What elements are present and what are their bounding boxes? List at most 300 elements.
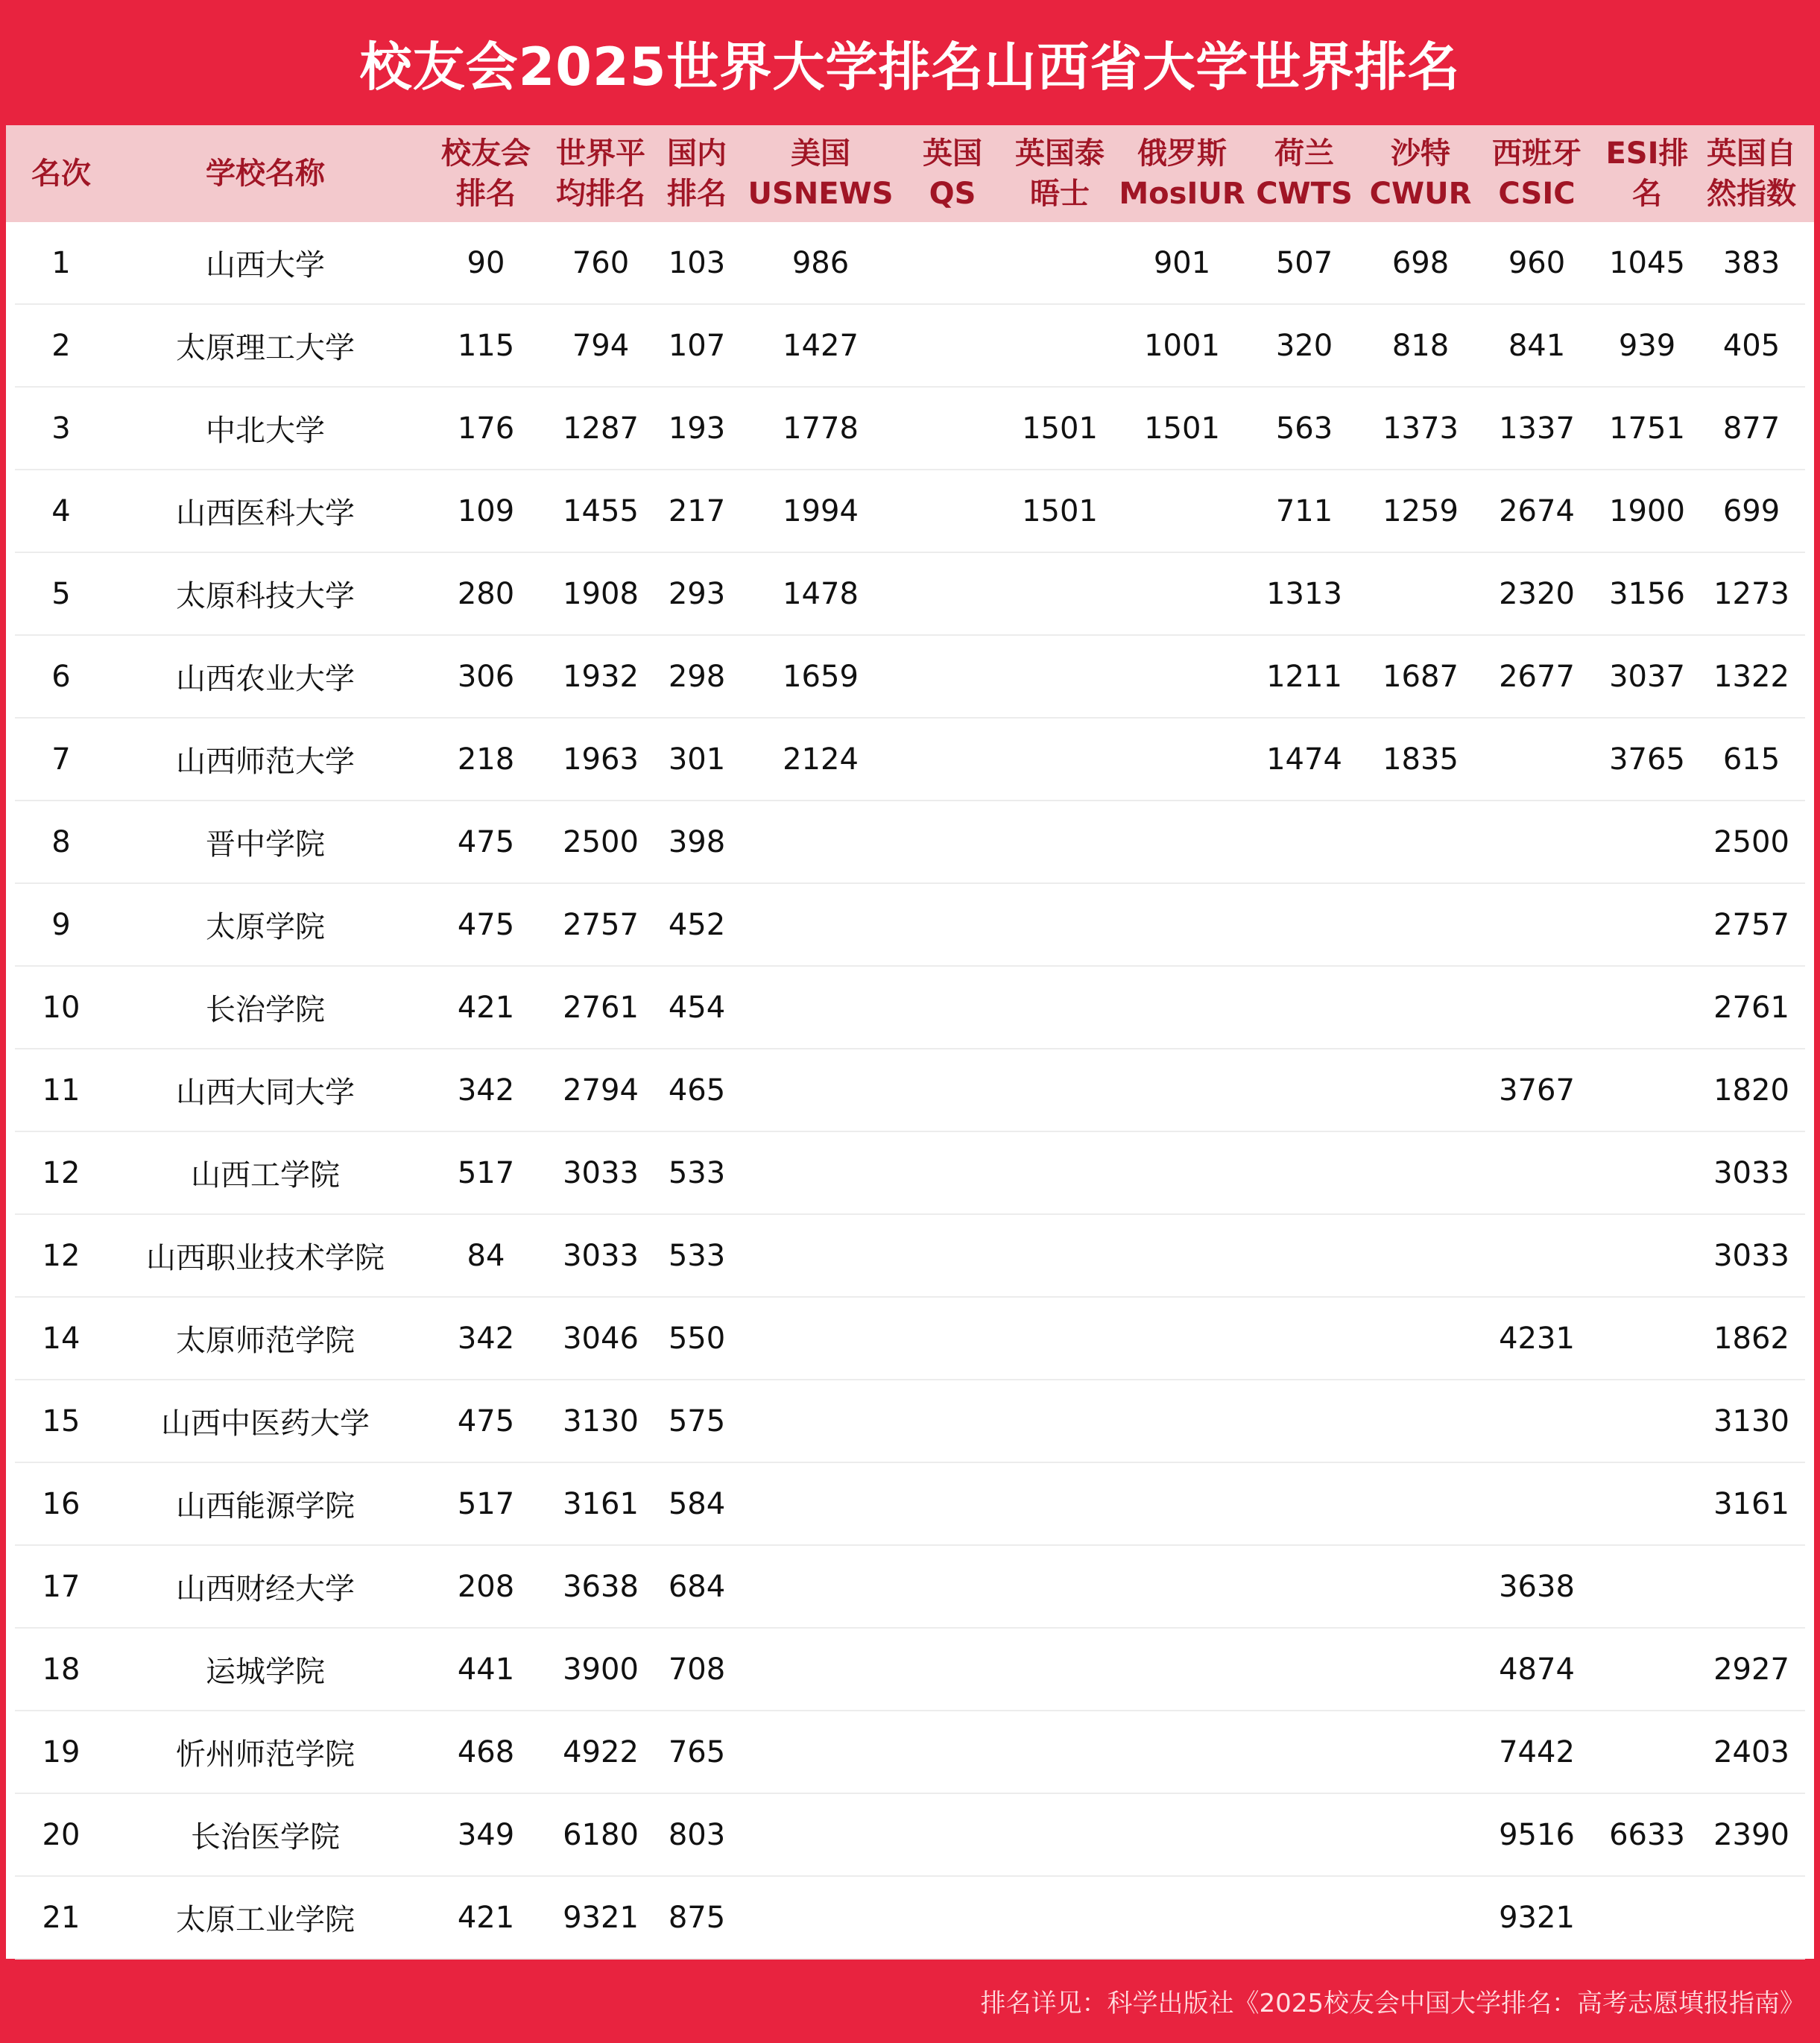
- table-row: [15, 1298, 1805, 1380]
- cell-nature: [1699, 1546, 1804, 1627]
- cell-domestic: 708: [668, 1652, 726, 1687]
- cell-usnews: 2124: [783, 742, 859, 777]
- cell-usnews: [746, 1711, 895, 1793]
- column-header-label: 学校名称: [206, 157, 325, 191]
- cell-csic: 960: [1508, 245, 1566, 280]
- cell-esi: [1599, 967, 1696, 1048]
- cell-world_avg: 6180: [563, 1817, 639, 1852]
- column-header-label: 校友会 排名: [441, 136, 531, 211]
- cell-xyh: 176: [457, 411, 515, 446]
- cell-name: 忻州师范学院: [176, 1737, 355, 1772]
- cell-usnews: [746, 1629, 895, 1710]
- cell-mosiur: [1115, 470, 1249, 552]
- cell-name: 山西大学: [206, 248, 325, 282]
- column-header-label: 美国 USNEWS: [748, 136, 894, 211]
- cell-esi: 3765: [1609, 742, 1685, 777]
- cell-usnews: [746, 1877, 895, 1958]
- cell-mosiur: 1501: [1144, 411, 1220, 446]
- cell-esi: [1599, 1629, 1696, 1710]
- cell-the: [1004, 553, 1116, 634]
- cell-nature: [1699, 1877, 1804, 1958]
- cell-mosiur: [1115, 1049, 1249, 1131]
- cell-domestic: 293: [668, 576, 726, 611]
- cell-nature: 2927: [1713, 1652, 1789, 1687]
- cell-world_avg: 2757: [563, 907, 639, 942]
- cell-cwur: [1365, 1215, 1476, 1296]
- cell-cwur: [1365, 1463, 1476, 1544]
- cell-the: [1004, 1049, 1116, 1131]
- cell-the: [1004, 636, 1116, 717]
- cell-csic: [1477, 884, 1596, 965]
- cell-mosiur: [1115, 967, 1249, 1048]
- cell-world_avg: 2761: [563, 990, 639, 1025]
- cell-cwur: [1365, 1298, 1476, 1379]
- cell-xyh: 280: [457, 576, 515, 611]
- column-header-label: 西班牙 CSIC: [1492, 136, 1582, 211]
- cell-name: 太原工业学院: [176, 1903, 355, 1937]
- cell-the: [1004, 884, 1116, 965]
- cell-domestic: 584: [668, 1486, 726, 1521]
- table-header: [6, 125, 1814, 222]
- cell-nature: 2403: [1713, 1734, 1789, 1769]
- cell-rank: 10: [42, 990, 80, 1025]
- cell-rank: 7: [51, 742, 71, 777]
- cell-cwts: [1248, 1711, 1360, 1793]
- cell-qs: [908, 1794, 997, 1875]
- cell-nature: 3161: [1713, 1486, 1789, 1521]
- cell-the: [1004, 1711, 1116, 1793]
- cell-cwur: 1259: [1383, 493, 1459, 528]
- cell-domestic: 398: [668, 824, 726, 859]
- cell-cwur: [1365, 967, 1476, 1048]
- cell-rank: 2: [51, 328, 71, 363]
- cell-name: 太原科技大学: [176, 579, 355, 613]
- column-header-label: 世界平 均排名: [556, 136, 645, 211]
- cell-the: [1004, 719, 1116, 800]
- cell-mosiur: [1115, 719, 1249, 800]
- cell-the: [1004, 801, 1116, 882]
- column-header-label: 国内 排名: [667, 136, 727, 211]
- cell-cwur: [1365, 553, 1476, 634]
- cell-esi: [1599, 1380, 1696, 1462]
- cell-qs: [908, 1463, 997, 1544]
- cell-xyh: 475: [457, 1403, 515, 1439]
- cell-usnews: 1659: [783, 659, 859, 694]
- column-header-label: 名次: [31, 157, 91, 191]
- cell-cwts: [1248, 967, 1360, 1048]
- source-note: 排名详见：科学出版社《2025校友会中国大学排名：高考志愿填报指南》: [980, 1989, 1805, 2018]
- cell-csic: [1477, 719, 1596, 800]
- column-header-label: 荷兰 CWTS: [1256, 136, 1353, 211]
- cell-world_avg: 1963: [563, 742, 639, 777]
- cell-csic: 3638: [1499, 1569, 1575, 1604]
- cell-esi: 3037: [1609, 659, 1685, 694]
- cell-cwur: [1365, 1629, 1476, 1710]
- column-header-world_avg: [541, 125, 660, 222]
- table-row: [15, 719, 1805, 801]
- cell-nature: 1820: [1713, 1073, 1789, 1108]
- table-row: [15, 1877, 1805, 1960]
- cell-usnews: [746, 1546, 895, 1627]
- cell-name: 山西工学院: [191, 1158, 340, 1193]
- cell-rank: 15: [42, 1403, 80, 1439]
- table-row: [15, 305, 1805, 388]
- cell-xyh: 349: [457, 1817, 515, 1852]
- table-row: [15, 1132, 1805, 1215]
- cell-qs: [908, 1049, 997, 1131]
- cell-mosiur: [1115, 1877, 1249, 1958]
- cell-rank: 5: [51, 576, 71, 611]
- cell-world_avg: 3033: [563, 1238, 639, 1273]
- cell-esi: [1599, 1132, 1696, 1213]
- table-row: [15, 1215, 1805, 1298]
- cell-xyh: 84: [467, 1238, 505, 1273]
- cell-cwts: [1248, 1298, 1360, 1379]
- column-header-cwts: [1248, 125, 1360, 222]
- table-row: [15, 801, 1805, 884]
- cell-name: 山西大同大学: [176, 1076, 355, 1110]
- cell-cwur: 1373: [1383, 411, 1459, 446]
- cell-mosiur: [1115, 553, 1249, 634]
- footer-bar: [0, 1959, 1820, 2043]
- cell-the: [1004, 1546, 1116, 1627]
- cell-domestic: 107: [668, 328, 726, 363]
- column-header-usnews: [746, 125, 895, 222]
- cell-name: 长治医学院: [191, 1820, 340, 1854]
- ranking-table: [6, 125, 1814, 1959]
- cell-cwts: [1248, 1132, 1360, 1213]
- cell-cwur: 698: [1391, 245, 1450, 280]
- cell-name: 运城学院: [206, 1655, 325, 1689]
- cell-world_avg: 2500: [563, 824, 639, 859]
- cell-esi: 1900: [1609, 493, 1685, 528]
- cell-mosiur: [1115, 1132, 1249, 1213]
- cell-csic: 1337: [1499, 411, 1575, 446]
- cell-cwts: [1248, 1463, 1360, 1544]
- cell-xyh: 475: [457, 824, 515, 859]
- cell-qs: [908, 1215, 997, 1296]
- cell-esi: [1599, 1049, 1696, 1131]
- cell-qs: [908, 1711, 997, 1793]
- cell-cwts: [1248, 801, 1360, 882]
- cell-nature: 1273: [1713, 576, 1789, 611]
- cell-rank: 19: [42, 1734, 80, 1769]
- cell-rank: 12: [42, 1155, 80, 1190]
- cell-mosiur: [1115, 1711, 1249, 1793]
- cell-mosiur: [1115, 1215, 1249, 1296]
- cell-name: 山西财经大学: [176, 1572, 355, 1606]
- cell-name: 山西医科大学: [176, 496, 355, 531]
- cell-cwur: [1365, 1711, 1476, 1793]
- table-row: [15, 1629, 1805, 1711]
- cell-mosiur: 1001: [1144, 328, 1220, 363]
- cell-world_avg: 760: [572, 245, 630, 280]
- table-row: [15, 470, 1805, 553]
- cell-csic: 2677: [1499, 659, 1575, 694]
- cell-xyh: 421: [457, 1900, 515, 1935]
- cell-nature: 3130: [1713, 1403, 1789, 1439]
- cell-the: [1004, 1380, 1116, 1462]
- cell-the: [1004, 1132, 1116, 1213]
- cell-qs: [908, 1629, 997, 1710]
- cell-world_avg: 3638: [563, 1569, 639, 1604]
- cell-xyh: 115: [457, 328, 515, 363]
- cell-qs: [908, 222, 997, 303]
- cell-the: 1501: [1022, 411, 1098, 446]
- table-row: [15, 388, 1805, 470]
- cell-esi: [1599, 801, 1696, 882]
- cell-mosiur: [1115, 1298, 1249, 1379]
- cell-csic: [1477, 1463, 1596, 1544]
- table-row: [15, 967, 1805, 1049]
- cell-the: [1004, 222, 1116, 303]
- cell-cwur: [1365, 801, 1476, 882]
- cell-name: 山西农业大学: [176, 662, 355, 696]
- cell-world_avg: 9321: [563, 1900, 639, 1935]
- cell-domestic: 533: [668, 1155, 726, 1190]
- cell-qs: [908, 801, 997, 882]
- cell-name: 山西能源学院: [176, 1489, 355, 1523]
- cell-cwur: [1365, 1049, 1476, 1131]
- table-row: [15, 1380, 1805, 1463]
- column-header-the: [1004, 125, 1116, 222]
- cell-the: [1004, 1794, 1116, 1875]
- cell-world_avg: 2794: [563, 1073, 639, 1108]
- cell-world_avg: 3161: [563, 1486, 639, 1521]
- cell-xyh: 109: [457, 493, 515, 528]
- cell-csic: 2320: [1499, 576, 1575, 611]
- cell-the: [1004, 1298, 1116, 1379]
- cell-esi: 939: [1618, 328, 1676, 363]
- cell-xyh: 90: [467, 245, 505, 280]
- cell-qs: [908, 1380, 997, 1462]
- table-row: [15, 1794, 1805, 1877]
- column-header-domestic: [656, 125, 738, 222]
- cell-qs: [908, 1298, 997, 1379]
- cell-cwur: [1365, 1546, 1476, 1627]
- cell-world_avg: 1932: [563, 659, 639, 694]
- cell-qs: [908, 636, 997, 717]
- cell-xyh: 342: [457, 1073, 515, 1108]
- cell-usnews: 1427: [783, 328, 859, 363]
- cell-domestic: 765: [668, 1734, 726, 1769]
- cell-domestic: 684: [668, 1569, 726, 1604]
- cell-name: 中北大学: [206, 414, 325, 448]
- cell-mosiur: [1115, 1794, 1249, 1875]
- cell-qs: [908, 305, 997, 386]
- column-header-esi: [1599, 125, 1696, 222]
- cell-rank: 3: [51, 411, 71, 446]
- cell-name: 长治学院: [206, 993, 325, 1027]
- cell-rank: 14: [42, 1321, 80, 1356]
- cell-cwts: 1211: [1266, 659, 1342, 694]
- cell-rank: 4: [51, 493, 71, 528]
- cell-domestic: 298: [668, 659, 726, 694]
- cell-xyh: 208: [457, 1569, 515, 1604]
- cell-cwts: 1313: [1266, 576, 1342, 611]
- cell-mosiur: [1115, 1629, 1249, 1710]
- cell-mosiur: 901: [1153, 245, 1211, 280]
- cell-usnews: 1778: [783, 411, 859, 446]
- cell-world_avg: 3046: [563, 1321, 639, 1356]
- cell-csic: [1477, 1132, 1596, 1213]
- table-row: [15, 1546, 1805, 1629]
- column-header-nature: [1699, 125, 1804, 222]
- cell-usnews: [746, 1380, 895, 1462]
- cell-cwur: [1365, 1877, 1476, 1958]
- cell-usnews: [746, 1298, 895, 1379]
- cell-usnews: [746, 1463, 895, 1544]
- cell-name: 太原师范学院: [176, 1324, 355, 1358]
- cell-mosiur: [1115, 801, 1249, 882]
- cell-esi: [1599, 1877, 1696, 1958]
- cell-usnews: 986: [791, 245, 850, 280]
- cell-rank: 8: [51, 824, 71, 859]
- cell-csic: 4874: [1499, 1652, 1575, 1687]
- cell-world_avg: 4922: [563, 1734, 639, 1769]
- column-header-csic: [1477, 125, 1596, 222]
- cell-csic: [1477, 801, 1596, 882]
- cell-name: 太原学院: [206, 910, 325, 944]
- column-header-xyh: [430, 125, 542, 222]
- poster-title: 校友会2025世界大学排名山西省大学世界排名: [359, 36, 1461, 98]
- table-row: [15, 1463, 1805, 1546]
- column-header-label: 俄罗斯 MosIUR: [1119, 136, 1245, 211]
- cell-csic: 3767: [1499, 1073, 1575, 1108]
- cell-rank: 12: [42, 1238, 80, 1273]
- cell-qs: [908, 388, 997, 469]
- cell-csic: 841: [1508, 328, 1566, 363]
- cell-domestic: 193: [668, 411, 726, 446]
- cell-nature: 3033: [1713, 1238, 1789, 1273]
- table-row: [15, 884, 1805, 967]
- cell-mosiur: [1115, 1463, 1249, 1544]
- cell-world_avg: 3033: [563, 1155, 639, 1190]
- cell-usnews: [746, 1215, 895, 1296]
- cell-cwur: 1835: [1383, 742, 1459, 777]
- cell-usnews: [746, 967, 895, 1048]
- cell-qs: [908, 967, 997, 1048]
- cell-cwts: [1248, 884, 1360, 965]
- cell-cwts: [1248, 1215, 1360, 1296]
- cell-xyh: 468: [457, 1734, 515, 1769]
- cell-name: 山西中医药大学: [161, 1406, 370, 1441]
- cell-name: 太原理工大学: [176, 331, 355, 365]
- cell-the: [1004, 1463, 1116, 1544]
- cell-nature: 699: [1722, 493, 1780, 528]
- cell-csic: [1477, 1215, 1596, 1296]
- cell-usnews: [746, 1049, 895, 1131]
- cell-domestic: 875: [668, 1900, 726, 1935]
- cell-domestic: 454: [668, 990, 726, 1025]
- column-header-label: ESI排 名: [1605, 136, 1689, 211]
- cell-cwts: [1248, 1877, 1360, 1958]
- cell-csic: 7442: [1499, 1734, 1575, 1769]
- cell-csic: 4231: [1499, 1321, 1575, 1356]
- cell-nature: 3033: [1713, 1155, 1789, 1190]
- cell-rank: 18: [42, 1652, 80, 1687]
- cell-nature: 405: [1722, 328, 1780, 363]
- cell-world_avg: 794: [572, 328, 630, 363]
- cell-mosiur: [1115, 1380, 1249, 1462]
- cell-nature: 1322: [1713, 659, 1789, 694]
- cell-domestic: 803: [668, 1817, 726, 1852]
- cell-xyh: 441: [457, 1652, 515, 1687]
- cell-csic: 9321: [1499, 1900, 1575, 1935]
- cell-the: [1004, 305, 1116, 386]
- cell-xyh: 306: [457, 659, 515, 694]
- cell-rank: 20: [42, 1817, 80, 1852]
- cell-qs: [908, 1877, 997, 1958]
- column-header-mosiur: [1115, 125, 1249, 222]
- cell-nature: 1862: [1713, 1321, 1789, 1356]
- cell-rank: 11: [42, 1073, 80, 1108]
- cell-usnews: 1994: [783, 493, 859, 528]
- table-row: [15, 636, 1805, 719]
- cell-usnews: [746, 884, 895, 965]
- cell-nature: 2500: [1713, 824, 1789, 859]
- column-header-qs: [908, 125, 997, 222]
- cell-cwts: [1248, 1794, 1360, 1875]
- cell-xyh: 342: [457, 1321, 515, 1356]
- cell-nature: 383: [1722, 245, 1780, 280]
- cell-domestic: 533: [668, 1238, 726, 1273]
- cell-esi: 1045: [1609, 245, 1685, 280]
- cell-name: 晋中学院: [206, 827, 325, 862]
- cell-esi: [1599, 1298, 1696, 1379]
- cell-name: 山西师范大学: [176, 745, 355, 779]
- column-header-rank: [9, 125, 113, 222]
- table-row: [15, 1711, 1805, 1794]
- cell-name: 山西职业技术学院: [146, 1241, 385, 1275]
- cell-rank: 16: [42, 1486, 80, 1521]
- cell-cwts: [1248, 1546, 1360, 1627]
- cell-cwts: 320: [1275, 328, 1333, 363]
- cell-domestic: 575: [668, 1403, 726, 1439]
- cell-qs: [908, 1132, 997, 1213]
- cell-world_avg: 3900: [563, 1652, 639, 1687]
- cell-qs: [908, 884, 997, 965]
- cell-rank: 21: [42, 1900, 80, 1935]
- cell-nature: 2390: [1713, 1817, 1789, 1852]
- table-row: [15, 222, 1805, 305]
- cell-the: [1004, 1629, 1116, 1710]
- cell-domestic: 217: [668, 493, 726, 528]
- cell-rank: 9: [51, 907, 71, 942]
- cell-nature: 2757: [1713, 907, 1789, 942]
- column-header-cwur: [1365, 125, 1476, 222]
- cell-csic: [1477, 967, 1596, 1048]
- cell-world_avg: 1287: [563, 411, 639, 446]
- cell-usnews: [746, 801, 895, 882]
- cell-qs: [908, 470, 997, 552]
- cell-esi: [1599, 1711, 1696, 1793]
- cell-cwts: 711: [1275, 493, 1333, 528]
- cell-esi: [1599, 884, 1696, 965]
- cell-mosiur: [1115, 884, 1249, 965]
- cell-cwts: [1248, 1049, 1360, 1131]
- cell-xyh: 517: [457, 1486, 515, 1521]
- cell-domestic: 465: [668, 1073, 726, 1108]
- cell-usnews: 1478: [783, 576, 859, 611]
- cell-cwur: 818: [1391, 328, 1450, 363]
- cell-csic: 2674: [1499, 493, 1575, 528]
- cell-nature: 2761: [1713, 990, 1789, 1025]
- cell-csic: 9516: [1499, 1817, 1575, 1852]
- cell-nature: 615: [1722, 742, 1780, 777]
- cell-cwts: [1248, 1380, 1360, 1462]
- cell-cwur: [1365, 1132, 1476, 1213]
